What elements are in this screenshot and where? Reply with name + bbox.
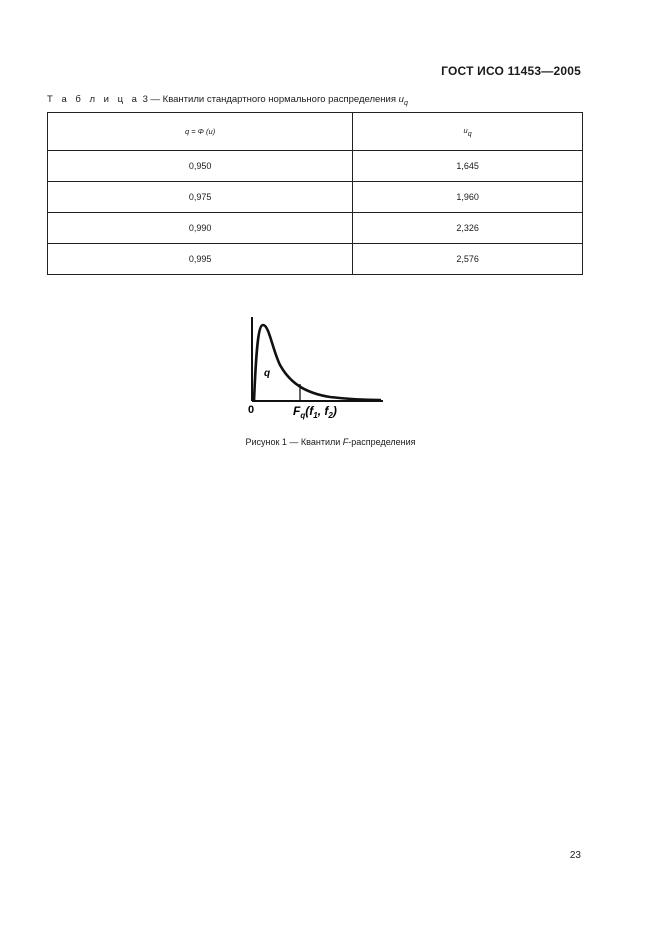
figure-caption: Рисунок 1 — Квантили F-распределения (245, 437, 416, 447)
density-curve (254, 325, 381, 401)
table-caption-symbol: u (398, 94, 404, 105)
table-caption-text: — Квантили стандартного нормального распределения (150, 94, 396, 105)
table-header-row (48, 113, 583, 151)
table-row (48, 244, 583, 275)
page-number: 23 (569, 850, 581, 861)
table-cell-u: 1,960 (353, 182, 583, 213)
table-caption (47, 94, 408, 107)
col-header-quantile: uq (353, 113, 583, 151)
quantile-label: $F_q(f_1$, $f_2$) (293, 404, 337, 420)
document-id-header: ГОСТ ИСО 11453—2005 (441, 64, 581, 78)
table-cell-u: 2,576 (353, 244, 583, 275)
table-cell-u: 1,645 (353, 151, 583, 182)
table-row (48, 182, 583, 213)
f-distribution-diagram (235, 313, 395, 423)
col-header-probability: q = Φ (u) (48, 113, 353, 151)
quantiles-table (47, 112, 583, 275)
table-cell-u: 2,326 (353, 213, 583, 244)
table-caption-symbol-sub: q (403, 100, 408, 107)
table-caption-number: 3 (142, 94, 148, 105)
table-caption-label: Т а б л и ц а (47, 94, 140, 105)
f-distribution-figure (235, 313, 395, 423)
table-row (48, 213, 583, 244)
table-cell-q: 0,990 (48, 213, 353, 244)
table-cell-q: 0,950 (48, 151, 353, 182)
table-cell-q: 0,995 (48, 244, 353, 275)
table-cell-q: 0,975 (48, 182, 353, 213)
area-label: q (264, 368, 271, 379)
table-row (48, 151, 583, 182)
origin-label: 0 (248, 404, 255, 416)
